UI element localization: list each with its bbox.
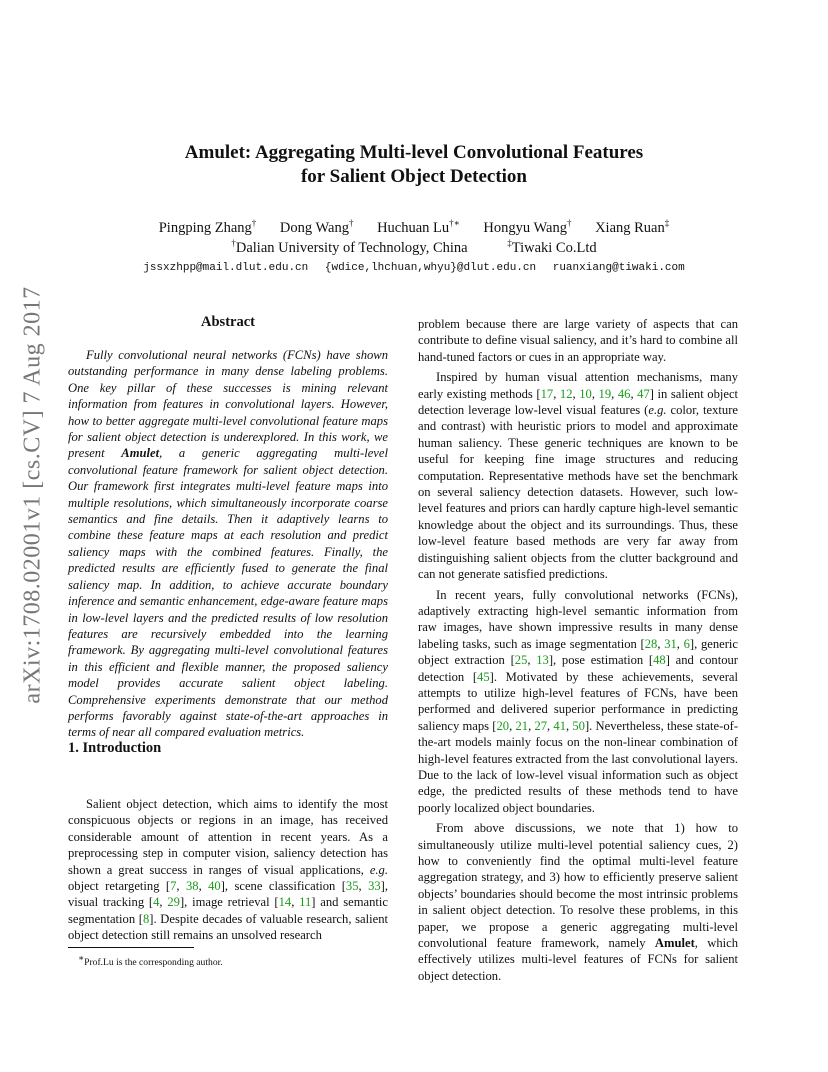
author: Pingping Zhang†: [158, 218, 257, 236]
affiliation: ‡Tiwaki Co.Ltd: [507, 238, 597, 256]
author: Xiang Ruan‡: [595, 218, 670, 236]
citation-link[interactable]: 47: [637, 386, 650, 401]
footnote: ∗Prof.Lu is the corresponding author.: [78, 953, 223, 969]
paper-title-line-2: for Salient Object Detection: [300, 166, 527, 187]
citation-link[interactable]: 11: [299, 895, 312, 910]
arxiv-sidebar: [18, 285, 48, 705]
paragraph: problem because there are large variety of aspects that can contribute to define visual saliency, and it’s hard to combine all hand-tuned factors or cues in an appropriate way.: [418, 317, 738, 364]
author: Hongyu Wang†: [483, 218, 572, 236]
email: jssxzhpp@mail.dlut.edu.cn: [143, 262, 309, 274]
right-column-text: [418, 316, 738, 984]
citation-link[interactable]: 41: [553, 718, 566, 733]
citation-link[interactable]: 6: [683, 636, 690, 651]
citation-link[interactable]: 8: [143, 911, 150, 926]
citation-link[interactable]: 45: [477, 669, 490, 684]
citation-link[interactable]: 31: [664, 636, 677, 651]
citation-link[interactable]: 35: [345, 879, 359, 894]
citation-link[interactable]: 25: [514, 653, 528, 668]
affiliations: [0, 238, 828, 257]
citation-link[interactable]: 48: [653, 653, 666, 668]
abstract-body: Fully convolutional neural networks (FCNs) have shown outstanding performance in many dense labeling problems. One key pillar of these successes is mining relevant information from features in convolutional layers. However, how to better aggregate multi-level convolutional feature maps for salient object detection is underexplored. In this work, we present Amulet, a generic aggregating multi-level convolutional feature framework for salient object detection. Our framework first integrates multi-level feature maps into multiple resolutions, which simultaneously incorporate coarse semantics and fine details. Then it adaptively learns to combine these feature maps at each resolution and predict saliency maps with the combined features. Finally, the predicted results are efficiently fused to generate the final saliency map. In addition, to achieve accurate boundary inference and semantic enhancement, edge-aware feature maps in low-level layers and the predicted results of low resolution features are recursively embedded into the learning framework. By aggregating multi-level convolutional features in this efficient and flexible manner, the proposed saliency model provides accurate salient object labeling. Comprehensive experiments demonstrate that our method performs favorably against state-of-the-art approaches in terms of near all compared evaluation metrics.: [68, 348, 388, 740]
citation-link[interactable]: 14: [278, 895, 292, 910]
citation-link[interactable]: 20: [496, 718, 510, 733]
citation-link[interactable]: 28: [644, 636, 658, 651]
author: Dong Wang†: [279, 218, 354, 236]
author: Huchuan Lu†∗: [377, 218, 460, 236]
citation-link[interactable]: 29: [167, 895, 180, 910]
citation-link[interactable]: 27: [534, 718, 548, 733]
paper-title-line-1: Amulet: Aggregating Multi-level Convolutional Features: [184, 142, 644, 163]
citation-link[interactable]: 19: [598, 386, 612, 401]
footnote-rule: [68, 947, 194, 948]
citation-link[interactable]: 7: [170, 879, 177, 894]
citation-link[interactable]: 46: [617, 386, 631, 401]
citation-link[interactable]: 21: [515, 718, 529, 733]
citation-link[interactable]: 50: [572, 718, 585, 733]
citation-link[interactable]: 4: [153, 895, 160, 910]
arxiv-identifier: arXiv:1708.02001v1 [cs.CV] 7 Aug 2017: [19, 286, 46, 704]
affiliation: †Dalian University of Technology, China: [231, 238, 468, 256]
author-list: [0, 218, 828, 237]
paragraph: In recent years, fully convolutional networks (FCNs), adaptively extracting high-level semantic information from raw images, have shown impressive results in many dense labeling tasks, such as image segmentation [28, 31, 6], generic object extraction [25, 13], pose estimation [48] and contour detection [45]. Motivated by these achievements, several attempts to utilize high-level features of FCNs, have been performed and delivered superior performance in predicting saliency maps [20, 21, 27, 41, 50]. Nevertheless, these state-of-the-art models mainly focus on the non-linear combination of high-level features extracted from the last convolutional layers. Due to the lack of low-level visual information such as object edge, the predicted results of these methods tend to have poorly localized object boundaries.: [418, 587, 739, 815]
email: ruanxiang@tiwaki.com: [552, 262, 685, 274]
paragraph: From above discussions, we note that 1) how to simultaneously utilize multi-level potential saliency cues, 2) how to conveniently find the optimal multi-level feature aggregation strategy, and 3) how to efficiently preserve salient objects’ boundaries should become the most intrinsic problems in salient object detection. To resolve these problems, in this paper, we propose a generic aggregating multi-level convolutional feature framework, namely Amulet, which effectively utilizes multi-level features of FCNs for salient object detection.: [418, 821, 738, 983]
citation-link[interactable]: 17: [540, 386, 554, 401]
abstract-heading: Abstract: [201, 314, 255, 330]
citation-link[interactable]: 38: [185, 879, 199, 894]
introduction-paragraph: Salient object detection, which aims to identify the most conspicuous objects or regions in an image, has received considerable amount of attention in recent years. As a preprocessing step in computer vision, saliency detection has shown a great success in ranges of visual applications, e.g. object retargeting [7, 38, 40], scene classification [35, 33], visual tracking [4, 29], image retrieval [14, 11] and semantic segmentation [8]. Despite decades of valuable research, salient object detection still remains an unsolved research: [68, 797, 389, 943]
citation-link[interactable]: 10: [579, 386, 592, 401]
paragraph: Inspired by human visual attention mechanisms, many early existing methods [17, 12, 10, 19, 46, 47] in salient object detection leverage low-level visual features (e.g. color, texture and contrast) with heuristic priors to model and approximate human saliency. These generic techniques are known to be useful for keeping fine image structures and reducing computation. Representative methods have set the benchmark on several saliency detection datasets. However, such low-level features and priors can hardly capture high-level semantic knowledge about the object and its surroundings. Thus, these low-level feature based methods are very far away from distinguishing salient objects from the clutter background and can not generate satisfied predictions.: [418, 370, 739, 582]
author-emails: [0, 262, 828, 274]
email: {wdice,lhchuan,whyu}@dlut.edu.cn: [324, 262, 537, 274]
citation-link[interactable]: 40: [208, 879, 221, 894]
section-heading-introduction: 1. Introduction: [68, 740, 162, 756]
citation-link[interactable]: 12: [559, 386, 573, 401]
citation-link[interactable]: 13: [536, 653, 549, 668]
citation-link[interactable]: 33: [368, 879, 381, 894]
